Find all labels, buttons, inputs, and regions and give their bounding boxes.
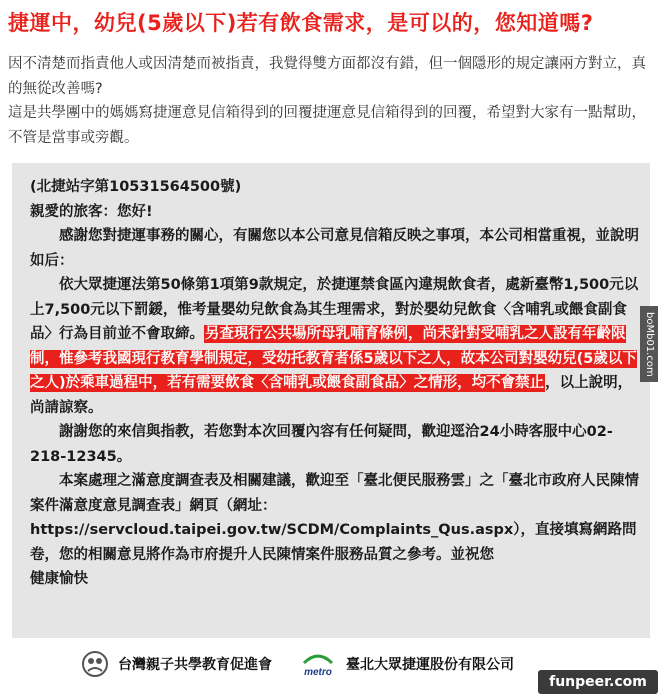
metro-logo-icon — [298, 649, 338, 679]
letter-paragraph-3: 謝謝您的來信與指教，若您對本次回覆內容有任何疑問，歡迎逕洽24小時客服中心02-218-12345。 — [30, 424, 613, 465]
metro-logo-text: metro — [304, 667, 332, 678]
intro-paragraph: 這是共學團中的媽媽寫捷運意見信箱得到的回覆捷運意見信箱得到的回覆，希望對大家有一點幫助，不管是當事或旁觀。 — [8, 105, 646, 146]
site-watermark: funpeer.com — [538, 670, 658, 694]
regulation-text: 依大眾捷運法第50條第1項第9款規定，於捷運禁食區內違規飲食者，處新臺幣1,500元以上7,500元以下罰鍰，惟考量嬰幼兒飲食為其生理需求，對於嬰幼兒飲食〈含哺乳或餵食副食品〉行為目前並不會取締。 — [30, 277, 639, 342]
highlighted-policy: 另查現行公共場所母乳哺育條例，尚未針對受哺乳之人設有年齡限制，惟參考我國現行教育學制規定，受幼托教育者係5歲以下之人，故本公司對嬰幼兒(5歲以下之人)於乘車過程中，若有需要飲食〈含哺乳或餵食副食品〉之情形，均不會禁止 — [30, 326, 637, 391]
intro-text — [8, 52, 648, 150]
greeting: 親愛的旅客：您好! — [30, 203, 153, 220]
page-title: 捷運中，幼兒(5歲以下)若有飲食需求，是可以的，您知道嗎? — [8, 11, 594, 35]
side-watermark-tag: boMb01.com — [640, 306, 658, 382]
reply-letter — [12, 163, 650, 638]
letter-paragraph-1: 感謝您對捷運事務的關心，有關您以本公司意見信箱反映之事項，本公司相當重視，並說明如后： — [30, 228, 639, 269]
regulation-tail: ，以上說明，尚請諒察。 — [30, 375, 633, 416]
reference-number: (北捷站字第10531564500號) — [30, 179, 242, 195]
intro-paragraph: 因不清楚而指責他人或因清楚而被指責，我覺得雙方面都沒有錯，但一個隱形的規定讓兩方對立，真的無從改善嗎? — [8, 56, 646, 97]
metro-company-name: 臺北大眾捷運股份有限公司 — [346, 657, 514, 673]
closing: 健康愉快 — [30, 571, 88, 587]
letter-paragraph-2 — [30, 273, 640, 420]
association-logo-icon — [80, 649, 110, 679]
footer-logos — [80, 644, 600, 684]
letter-paragraph-4: 本案處理之滿意度調查表及相關建議，歡迎至「臺北便民服務雲」之「臺北市政府人民陳情案件滿意度意見調查表」網頁（網址：https://servcloud.taipei.gov.tw/SCDM/Complaints_Qus.aspx），直接填寫網路問卷，您的相關意見將作為市府提升人民陳情案件服務品質之參考。並祝您 — [30, 473, 639, 563]
association-name: 台灣親子共學教育促進會 — [118, 657, 272, 673]
